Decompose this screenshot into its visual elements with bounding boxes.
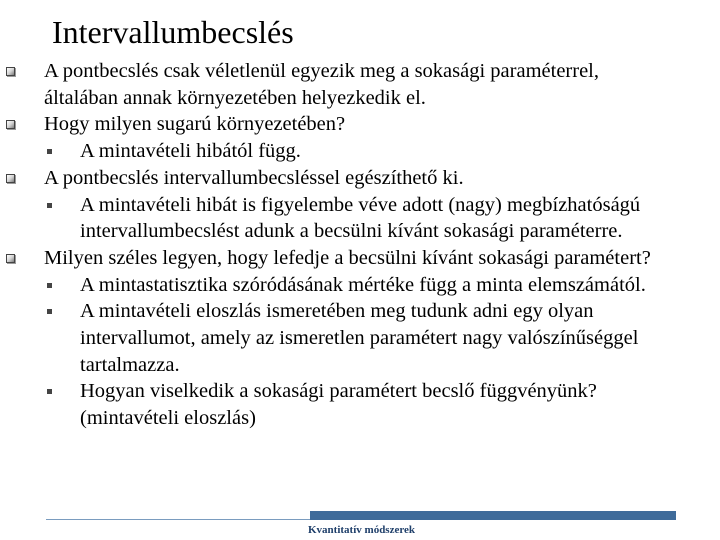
sub-bullet-item-4: [0, 298, 720, 378]
square-bullet-icon: [47, 283, 52, 288]
bullet-line: A pontbecslés csak véletlenül egyezik meg a sokasági paraméterrel,: [44, 60, 599, 82]
footer-bar: [310, 511, 676, 520]
footer-divider: [46, 519, 310, 520]
sub-bullet-item-3: [0, 272, 720, 299]
bullet-line: általában annak környezetében helyezkedik el.: [44, 86, 426, 109]
bullet-line: (mintavételi eloszlás): [80, 407, 256, 430]
square-bullet-icon: [47, 309, 52, 314]
checkbox-bullet-icon: [6, 67, 15, 76]
checkbox-bullet-icon: [6, 174, 15, 183]
bullet-line: A pontbecslés intervallumbecsléssel egészíthető ki.: [44, 166, 464, 189]
bullet-list: [0, 58, 720, 432]
bullet-line: Hogyan viselkedik a sokasági paramétert becslő függvényünk?: [80, 380, 597, 403]
bullet-line: A mintastatisztika szóródásának mértéke függ a minta elemszámától.: [80, 273, 646, 296]
bullet-line: Hogy milyen sugarú környezetében?: [44, 113, 346, 136]
checkbox-bullet-icon: [6, 254, 15, 263]
square-bullet-icon: [47, 149, 52, 154]
bullet-item-2: [0, 111, 720, 138]
bullet-line: tartalmazza.: [80, 353, 180, 376]
bullet-line: intervallumot, amely az ismeretlen paramétert nagy valószínűséggel: [80, 327, 639, 350]
sub-bullet-item-2: [0, 192, 720, 245]
bullet-line: intervallumbecslést adunk a becsülni kívánt sokasági paraméterre.: [80, 220, 623, 243]
sub-bullet-item-5: [0, 378, 720, 431]
bullet-line: Milyen széles legyen, hogy lefedje a becsülni kívánt sokasági paramétert?: [44, 246, 651, 269]
bullet-line: A mintavételi hibától függ.: [80, 140, 301, 163]
sub-bullet-item-1: [0, 138, 720, 165]
bullet-item-4: [0, 245, 720, 272]
bullet-line: A mintavételi hibát is figyelembe véve adott (nagy) megbízhatóságú: [80, 193, 641, 216]
slide-title: Intervallumbecslés: [52, 14, 294, 50]
bullet-item-3: [0, 165, 720, 192]
bullet-line: A mintavételi eloszlás ismeretében meg tudunk adni egy olyan: [80, 300, 594, 323]
bullet-item-1: [0, 58, 720, 111]
footer-text: Kvantitatív módszerek: [308, 524, 416, 536]
square-bullet-icon: [47, 203, 52, 208]
checkbox-bullet-icon: [6, 120, 15, 129]
square-bullet-icon: [47, 389, 52, 394]
